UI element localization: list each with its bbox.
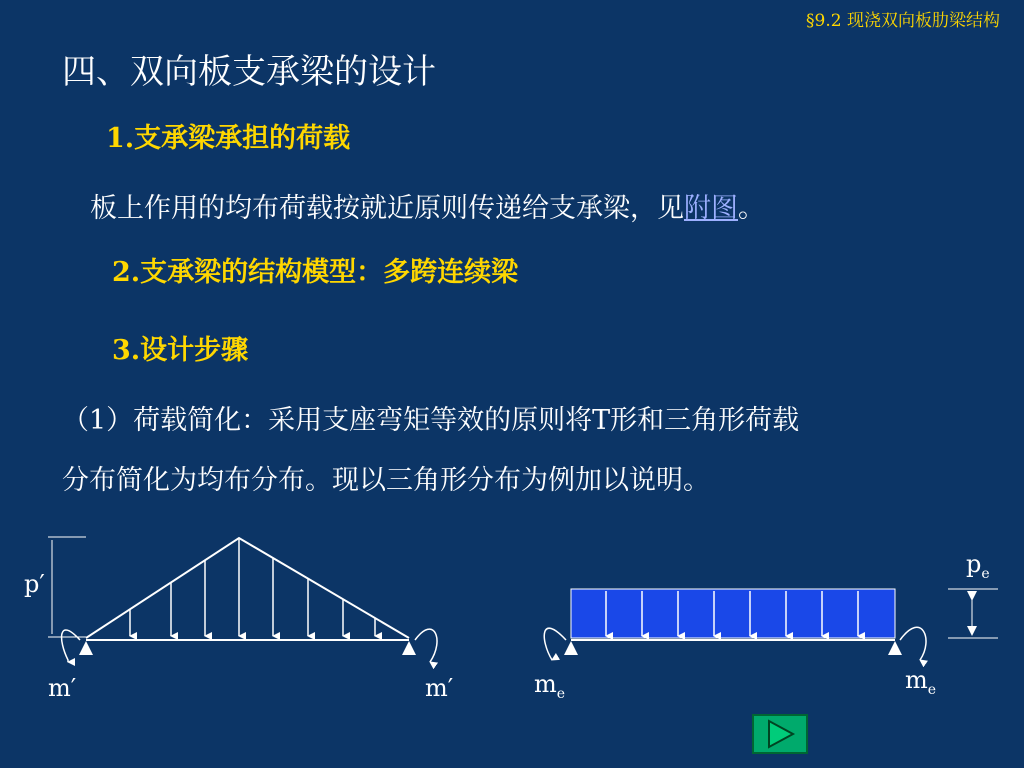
triangle-load-diagram <box>24 537 453 702</box>
load-diagram <box>0 515 1024 715</box>
moment-arrow-left <box>62 630 80 662</box>
heading-item-3: 3.设计步骤 <box>112 335 249 366</box>
section-header: §9.2 现浇双向板肋梁结构 <box>806 11 1000 31</box>
uniform-load-label: $p_e$ <box>966 550 990 582</box>
triangle-load-arrows <box>130 538 375 636</box>
next-slide-button[interactable] <box>752 714 808 754</box>
paragraph-2-line-2: 分布简化为均布分布。现以三角形分布为例加以说明。 <box>62 465 710 496</box>
play-triangle-icon <box>754 716 806 752</box>
support-right <box>888 641 902 655</box>
moment-arrow-right <box>900 627 926 660</box>
moment-arrow-right <box>415 629 437 662</box>
triangle-load-label: p′ <box>24 570 45 598</box>
triangle-moment-left-label: m′ <box>48 674 77 702</box>
uniform-load-block <box>571 589 895 638</box>
paragraph-2-line-1: （1）荷载简化：采用支座弯矩等效的原则将T形和三角形荷载 <box>62 405 800 436</box>
moment-arrow-left <box>544 628 566 660</box>
uniform-load-diagram <box>534 550 998 702</box>
page-title: 四、双向板支承梁的设计 <box>62 52 436 92</box>
para1-text: 板上作用的均布荷载按就近原则传递给支承梁，见 <box>90 193 684 224</box>
support-right <box>402 641 416 655</box>
heading-item-2: 2.支承梁的结构模型：多跨连续梁 <box>112 257 519 288</box>
support-left <box>564 641 578 655</box>
para1-suffix: 。 <box>738 193 765 224</box>
appendix-figure-link[interactable]: 附图 <box>684 193 738 224</box>
support-left <box>79 641 93 655</box>
triangle-moment-right-label: m′ <box>425 674 454 702</box>
paragraph-1 <box>90 186 765 225</box>
heading-item-1: 1.支承梁承担的荷载 <box>106 123 351 154</box>
uniform-moment-left-label: $m_e$ <box>534 670 566 702</box>
uniform-moment-right-label: $m_e$ <box>905 666 937 698</box>
triangle-load-outline <box>86 538 409 638</box>
